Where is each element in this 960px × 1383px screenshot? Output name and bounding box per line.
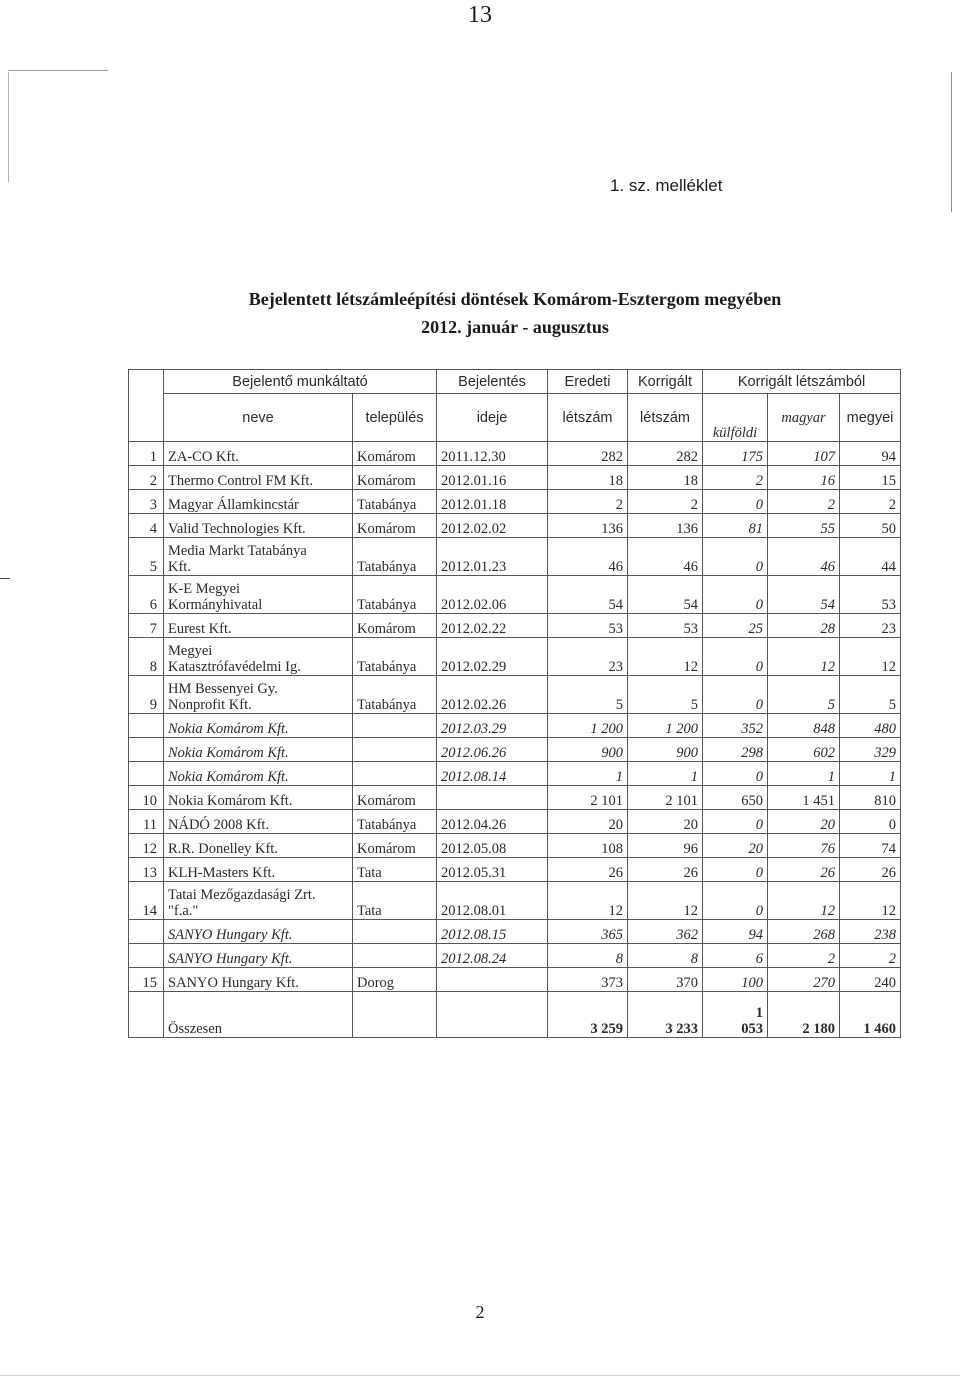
hungarian-count: 848 [768,714,840,738]
corrected-count: 2 101 [628,786,703,810]
report-date: 2012.02.22 [437,614,548,638]
employer-name-line: K-E Megyei [168,581,241,597]
hungarian-count: 1 451 [768,786,840,810]
row-index: 6 [129,576,164,614]
employer-name [164,576,353,614]
scan-edge-line [8,70,108,71]
employer-name: SANYO Hungary Kft. [164,920,353,944]
table-row [129,676,901,714]
foreign-count: 100 [703,968,768,992]
report-date [437,786,548,810]
report-date: 2012.05.31 [437,858,548,882]
foreign-count: 352 [703,714,768,738]
foreign-count: 81 [703,514,768,538]
report-date [437,992,548,1038]
row-index [129,992,164,1038]
hungarian-count: 26 [768,858,840,882]
header-corrected-1: Korrigált [628,370,703,394]
corrected-count: 96 [628,834,703,858]
county-count: 74 [840,834,901,858]
county-count: 50 [840,514,901,538]
original-count: 373 [548,968,628,992]
county-count: 0 [840,810,901,834]
hungarian-count: 12 [768,882,840,920]
original-count: 282 [548,442,628,466]
corrected-count: 54 [628,576,703,614]
corrected-count: 12 [628,882,703,920]
county-count: 240 [840,968,901,992]
total-hungarian: 2 180 [768,992,840,1038]
table-row [129,490,901,514]
row-index: 2 [129,466,164,490]
employer-place [353,738,437,762]
employer-name [164,538,353,576]
row-index: 4 [129,514,164,538]
foreign-count: 0 [703,676,768,714]
header-date-1: Bejelentés [437,370,548,394]
foreign-count: 0 [703,810,768,834]
foreign-count: 0 [703,576,768,614]
foreign-count: 0 [703,538,768,576]
header-original-2: létszám [548,394,628,442]
employer-name-line: Tatai Mezőgazdasági Zrt. [168,887,316,903]
scan-edge-line [8,72,9,182]
corrected-count: 26 [628,858,703,882]
employer-name-line: HM Bessenyei Gy. [168,681,278,697]
employer-place: Komárom [353,466,437,490]
table-row [129,882,901,920]
document-subtitle: 2012. január - augusztus [421,317,609,337]
table-row [129,810,901,834]
corrected-count: 53 [628,614,703,638]
table-row [129,738,901,762]
total-foreign-line: 053 [741,1021,764,1037]
corrected-count: 46 [628,538,703,576]
layoff-table [128,369,901,1038]
corrected-count: 8 [628,944,703,968]
employer-name-line: Megyei [168,643,213,659]
table-row [129,968,901,992]
employer-name-line: Kormányhivatal [168,597,263,613]
hungarian-count: 54 [768,576,840,614]
header-hungarian: magyar [768,394,840,442]
row-index: 1 [129,442,164,466]
employer-name-line: Katasztrófavédelmi Ig. [168,659,301,675]
row-index: 7 [129,614,164,638]
foreign-count: 0 [703,762,768,786]
row-index: 5 [129,538,164,576]
county-count: 53 [840,576,901,614]
corrected-count: 1 [628,762,703,786]
employer-name [164,882,353,920]
original-count: 1 [548,762,628,786]
foreign-count: 0 [703,858,768,882]
row-index [129,738,164,762]
annex-label: 1. sz. melléklet [610,176,723,195]
county-count: 26 [840,858,901,882]
foreign-count: 0 [703,882,768,920]
hungarian-count: 16 [768,466,840,490]
employer-name [164,676,353,714]
employer-name: SANYO Hungary Kft. [164,944,353,968]
header-row [129,394,901,442]
row-index: 14 [129,882,164,920]
hungarian-count: 268 [768,920,840,944]
page-number-bottom: 2 [475,1302,485,1322]
employer-place: Komárom [353,786,437,810]
report-date: 2012.08.14 [437,762,548,786]
header-foreign: külföldi [703,394,768,442]
employer-name: Thermo Control FM Kft. [164,466,353,490]
hungarian-count: 76 [768,834,840,858]
original-count: 900 [548,738,628,762]
document-title: Bejelentett létszámleépítési döntések Komárom-Esztergom megyében [248,289,782,309]
original-count: 2 101 [548,786,628,810]
table-row [129,920,901,944]
row-index: 13 [129,858,164,882]
corrected-count: 12 [628,638,703,676]
foreign-count: 94 [703,920,768,944]
employer-name: R.R. Donelley Kft. [164,834,353,858]
hungarian-count: 46 [768,538,840,576]
employer-place [353,944,437,968]
original-count: 23 [548,638,628,676]
employer-place: Tatabánya [353,490,437,514]
hungarian-count: 270 [768,968,840,992]
original-count: 8 [548,944,628,968]
employer-name-line: "f.a." [168,903,199,919]
report-date: 2012.01.18 [437,490,548,514]
header-place: település [353,394,437,442]
table-row [129,538,901,576]
header-row [129,370,901,394]
county-count: 5 [840,676,901,714]
employer-name [164,638,353,676]
corrected-count: 282 [628,442,703,466]
county-count: 12 [840,882,901,920]
employer-place: Dorog [353,968,437,992]
scan-edge-mark [0,578,10,579]
county-count: 329 [840,738,901,762]
employer-name: Magyar Államkincstár [164,490,353,514]
original-count: 26 [548,858,628,882]
foreign-count: 25 [703,614,768,638]
foreign-count: 6 [703,944,768,968]
employer-place: Komárom [353,514,437,538]
hungarian-count: 5 [768,676,840,714]
report-date: 2012.01.16 [437,466,548,490]
table-row [129,638,901,676]
total-label: Összesen [164,992,353,1038]
page-number-top: 13 [468,2,492,28]
foreign-count: 20 [703,834,768,858]
original-count: 2 [548,490,628,514]
report-date: 2011.12.30 [437,442,548,466]
hungarian-count: 55 [768,514,840,538]
employer-place [353,714,437,738]
table-row [129,944,901,968]
total-row [129,992,901,1038]
original-count: 20 [548,810,628,834]
header-employer: Bejelentő munkáltató [164,370,437,394]
original-count: 46 [548,538,628,576]
original-count: 54 [548,576,628,614]
employer-place: Komárom [353,614,437,638]
corrected-count: 2 [628,490,703,514]
employer-place: Komárom [353,442,437,466]
row-index [129,920,164,944]
employer-name: Nokia Komárom Kft. [164,738,353,762]
employer-place [353,992,437,1038]
employer-place: Komárom [353,834,437,858]
report-date: 2012.02.06 [437,576,548,614]
employer-place [353,762,437,786]
county-count: 1 [840,762,901,786]
employer-place: Tata [353,858,437,882]
scan-edge-line [0,1375,960,1376]
hungarian-count: 2 [768,944,840,968]
row-index: 15 [129,968,164,992]
report-date: 2012.02.29 [437,638,548,676]
original-count: 108 [548,834,628,858]
employer-name-line: Media Markt Tatabánya [168,543,307,559]
county-count: 44 [840,538,901,576]
employer-place: Tatabánya [353,538,437,576]
original-count: 5 [548,676,628,714]
hungarian-count: 20 [768,810,840,834]
hungarian-count: 2 [768,490,840,514]
county-count: 23 [840,614,901,638]
row-index [129,714,164,738]
employer-place: Tatabánya [353,676,437,714]
table-row [129,514,901,538]
county-count: 480 [840,714,901,738]
report-date: 2012.04.26 [437,810,548,834]
foreign-count: 0 [703,638,768,676]
report-date: 2012.02.26 [437,676,548,714]
employer-name: SANYO Hungary Kft. [164,968,353,992]
table-row [129,714,901,738]
employer-name: Nokia Komárom Kft. [164,786,353,810]
hungarian-count: 12 [768,638,840,676]
original-count: 136 [548,514,628,538]
original-count: 1 200 [548,714,628,738]
corrected-count: 1 200 [628,714,703,738]
corrected-count: 5 [628,676,703,714]
row-index: 10 [129,786,164,810]
report-date: 2012.08.15 [437,920,548,944]
original-count: 53 [548,614,628,638]
foreign-count: 298 [703,738,768,762]
foreign-count: 650 [703,786,768,810]
county-count: 2 [840,490,901,514]
corrected-count: 370 [628,968,703,992]
header-county: megyei [840,394,901,442]
table-row [129,858,901,882]
corrected-count: 18 [628,466,703,490]
employer-name: Nokia Komárom Kft. [164,762,353,786]
corrected-count: 136 [628,514,703,538]
report-date: 2012.06.26 [437,738,548,762]
employer-name: KLH-Masters Kft. [164,858,353,882]
hungarian-count: 28 [768,614,840,638]
scan-edge-line [951,72,952,212]
hungarian-count: 107 [768,442,840,466]
corrected-count: 20 [628,810,703,834]
report-date: 2012.05.08 [437,834,548,858]
header-index-cell [129,370,164,442]
row-index: 3 [129,490,164,514]
foreign-count: 175 [703,442,768,466]
total-foreign-line: 1 [755,1005,764,1021]
employer-place: Tatabánya [353,576,437,614]
county-count: 810 [840,786,901,810]
header-from-corrected: Korrigált létszámból [703,370,901,394]
employer-name: Eurest Kft. [164,614,353,638]
county-count: 2 [840,944,901,968]
report-date: 2012.08.01 [437,882,548,920]
county-count: 238 [840,920,901,944]
table-row [129,762,901,786]
table-row [129,786,901,810]
county-count: 12 [840,638,901,676]
header-name: neve [164,394,353,442]
row-index: 11 [129,810,164,834]
foreign-count: 0 [703,490,768,514]
table-row [129,442,901,466]
employer-place [353,920,437,944]
table-row [129,576,901,614]
hungarian-count: 1 [768,762,840,786]
county-count: 15 [840,466,901,490]
employer-name-line: Nonprofit Kft. [168,697,252,713]
total-corrected: 3 233 [628,992,703,1038]
table-row [129,834,901,858]
employer-name: Nokia Komárom Kft. [164,714,353,738]
table-row [129,614,901,638]
employer-name: Valid Technologies Kft. [164,514,353,538]
report-date [437,968,548,992]
header-corrected-2: létszám [628,394,703,442]
original-count: 12 [548,882,628,920]
employer-name: NÁDÓ 2008 Kft. [164,810,353,834]
header-original-1: Eredeti [548,370,628,394]
original-count: 18 [548,466,628,490]
header-date-2: ideje [437,394,548,442]
original-count: 365 [548,920,628,944]
row-index: 8 [129,638,164,676]
row-index [129,762,164,786]
report-date: 2012.03.29 [437,714,548,738]
employer-name: ZA-CO Kft. [164,442,353,466]
employer-name-line: Kft. [168,559,191,575]
total-foreign [703,992,768,1038]
corrected-count: 900 [628,738,703,762]
table-row [129,466,901,490]
county-count: 94 [840,442,901,466]
employer-place: Tatabánya [353,810,437,834]
corrected-count: 362 [628,920,703,944]
employer-place: Tatabánya [353,638,437,676]
report-date: 2012.01.23 [437,538,548,576]
report-date: 2012.08.24 [437,944,548,968]
hungarian-count: 602 [768,738,840,762]
total-county: 1 460 [840,992,901,1038]
total-original: 3 259 [548,992,628,1038]
report-date: 2012.02.02 [437,514,548,538]
row-index: 9 [129,676,164,714]
foreign-count: 2 [703,466,768,490]
row-index [129,944,164,968]
employer-place: Tata [353,882,437,920]
row-index: 12 [129,834,164,858]
